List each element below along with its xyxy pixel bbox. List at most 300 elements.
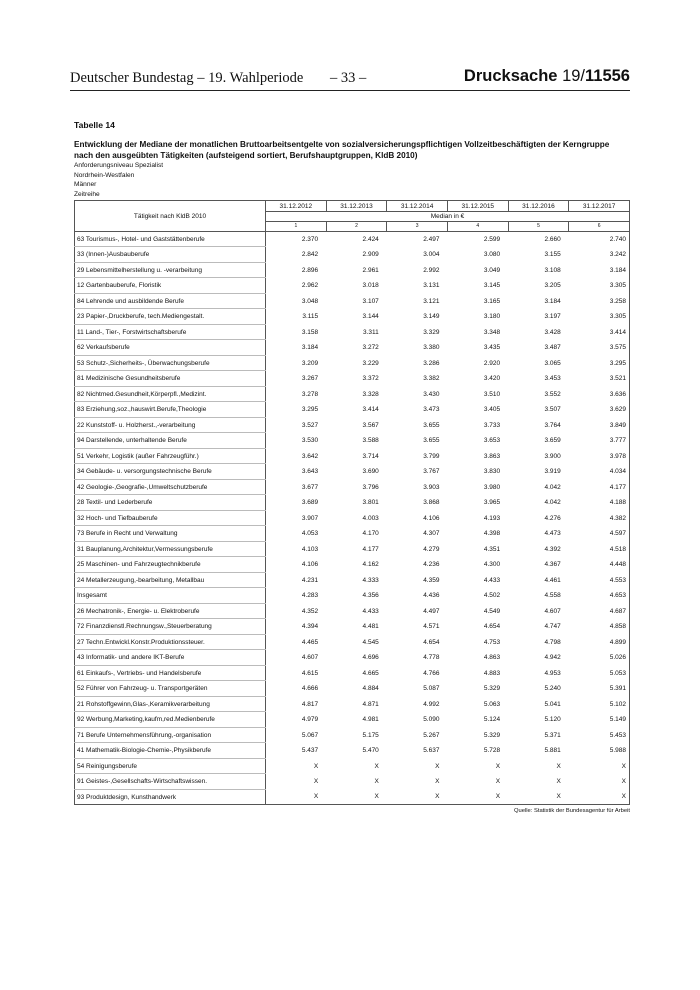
value-cell: 4.053 (301, 530, 319, 538)
value-cell: 3.131 (423, 282, 440, 290)
value-cell: 3.575 (569, 340, 630, 356)
value-cell: X (569, 789, 630, 805)
row-label: 43 Informatik- und andere IKT-Berufe (75, 650, 266, 666)
value-cell: 3.049 (483, 266, 501, 274)
value-cell: 4.696 (362, 654, 379, 662)
value-cell: 3.272 (362, 344, 379, 352)
value-cell: 3.903 (423, 483, 440, 491)
value-cell: 3.978 (569, 448, 630, 464)
value-cell: 2.962 (301, 282, 319, 290)
value-cell: 5.240 (544, 685, 561, 693)
value-cell: 4.188 (569, 495, 630, 511)
value-cell: 3.655 (423, 421, 440, 429)
table-row (75, 293, 630, 309)
value-cell: 5.053 (569, 665, 630, 681)
value-cell: 4.106 (301, 561, 319, 569)
value-cell: 4.981 (362, 716, 379, 724)
value-cell: 2.909 (362, 251, 379, 259)
value-cell: 3.121 (423, 297, 440, 305)
value-cell: 3.414 (362, 406, 379, 414)
column-date: 31.12.2012 (266, 201, 327, 212)
document-number (464, 67, 630, 86)
row-label: 23 Papier-,Druckberufe, tech.Mediengestalt. (75, 309, 266, 325)
table-row (75, 681, 630, 697)
value-cell: 4.747 (544, 623, 561, 631)
value-cell: 4.307 (423, 530, 440, 538)
value-cell: 3.420 (483, 375, 501, 383)
table-row (75, 789, 630, 805)
table-row (75, 603, 630, 619)
value-cell: 3.714 (362, 452, 379, 460)
value-cell: 3.655 (423, 437, 440, 445)
value-cell: X (387, 789, 448, 805)
row-label: 82 Nichtmed.Gesundheit,Körperpfl.,Medizint. (75, 386, 266, 402)
value-cell: X (326, 789, 387, 805)
table-row (75, 479, 630, 495)
value-cell: 5.391 (569, 681, 630, 697)
row-label: 83 Erziehung,soz.,hauswirt.Berufe,Theologie (75, 402, 266, 418)
row-label: 21 Rohstoffgewinn,Glas-,Keramikverarbeitung (75, 696, 266, 712)
value-cell: 4.177 (362, 545, 379, 553)
value-cell: 4.392 (544, 545, 561, 553)
value-cell: 3.242 (569, 247, 630, 263)
value-cell: 4.367 (544, 561, 561, 569)
value-cell: 3.197 (544, 313, 561, 321)
value-cell: 3.636 (569, 386, 630, 402)
table-row (75, 231, 630, 247)
row-label: 91 Geistes-,Gesellschafts-Wirtschaftswissen. (75, 774, 266, 790)
value-cell: 3.689 (301, 499, 319, 507)
value-cell: 3.155 (544, 251, 561, 259)
value-cell: 4.653 (569, 588, 630, 604)
value-cell: 3.380 (423, 344, 440, 352)
value-cell: 4.276 (544, 514, 561, 522)
value-cell: 3.980 (483, 483, 501, 491)
row-label: 26 Mechatronik-, Energie- u. Elektroberufe (75, 603, 266, 619)
data-table (74, 200, 630, 805)
value-cell: 3.588 (362, 437, 379, 445)
row-label: 53 Schutz-,Sicherheits-, Überwachungsberufe (75, 355, 266, 371)
value-cell: 3.229 (362, 359, 379, 367)
source-note: Quelle: Statistik der Bundesagentur für Arbeit (513, 808, 630, 815)
value-cell: 3.642 (301, 452, 319, 460)
value-cell: 2.660 (544, 235, 561, 243)
table-row (75, 495, 630, 511)
row-label: 84 Lehrende und ausbildende Berufe (75, 293, 266, 309)
value-cell: 2.920 (483, 359, 501, 367)
value-cell: 4.193 (483, 514, 501, 522)
value-cell: 4.884 (362, 685, 379, 693)
table-row (75, 526, 630, 542)
row-label: 33 (Innen-)Ausbauberufe (75, 247, 266, 263)
value-cell: 3.184 (544, 297, 561, 305)
value-cell: 3.552 (544, 390, 561, 398)
value-cell: 3.158 (301, 328, 319, 336)
value-cell: 4.106 (423, 514, 440, 522)
value-cell: 2.842 (301, 251, 319, 259)
table-row (75, 557, 630, 573)
value-cell: 3.629 (569, 402, 630, 418)
table-meta (74, 161, 630, 199)
column-index: 6 (569, 221, 630, 231)
value-cell: X (435, 762, 440, 770)
table-row (75, 588, 630, 604)
value-cell: 3.295 (301, 406, 319, 414)
page-number: – 33 – (330, 70, 367, 86)
value-cell: 3.278 (301, 390, 319, 398)
value-cell: 2.992 (423, 266, 440, 274)
value-cell: 5.329 (483, 685, 501, 693)
value-cell: X (374, 762, 379, 770)
value-cell: 2.961 (362, 266, 379, 274)
value-cell: 3.382 (423, 375, 440, 383)
value-cell: 4.953 (544, 669, 561, 677)
value-cell: 2.424 (362, 235, 379, 243)
value-cell: 4.615 (301, 669, 319, 677)
table-row (75, 727, 630, 743)
value-cell: 4.518 (569, 541, 630, 557)
value-cell: 3.428 (544, 328, 561, 336)
row-label: 34 Gebäude- u. versorgungstechnische Berufe (75, 464, 266, 480)
value-cell: 3.145 (483, 282, 501, 290)
row-label: 24 Metallerzeugung,-bearbeitung, Metallbau (75, 572, 266, 588)
value-cell: 3.521 (569, 371, 630, 387)
row-label: 42 Geologie-,Geografie-,Umweltschutzberufe (75, 479, 266, 495)
value-cell: 3.777 (569, 433, 630, 449)
table-row (75, 650, 630, 666)
document-number-label: Drucksache (463, 67, 558, 85)
value-cell: 4.351 (483, 545, 501, 553)
value-cell: 3.108 (544, 266, 561, 274)
value-cell: 3.868 (423, 499, 440, 507)
value-cell: X (495, 762, 501, 770)
table-row (75, 619, 630, 635)
value-cell: X (569, 774, 630, 790)
value-cell: X (313, 762, 319, 770)
table-row (75, 665, 630, 681)
column-index: 1 (266, 221, 327, 231)
value-cell: 3.286 (423, 359, 440, 367)
value-cell: 5.470 (362, 747, 379, 755)
value-cell: 4.607 (544, 607, 561, 615)
table-row (75, 464, 630, 480)
value-cell: 3.510 (483, 390, 501, 398)
table-row (75, 433, 630, 449)
value-cell: 4.666 (301, 685, 319, 693)
value-cell: 5.124 (483, 716, 501, 724)
value-cell: 3.107 (362, 297, 379, 305)
row-label: 63 Tourismus-, Hotel- und Gaststättenberufe (75, 231, 266, 247)
value-cell: 3.849 (569, 417, 630, 433)
value-cell: 4.436 (423, 592, 440, 600)
row-label: 25 Maschinen- und Fahrzeugtechnikberufe (75, 557, 266, 573)
value-cell: 4.382 (569, 510, 630, 526)
value-cell: 3.149 (423, 313, 440, 321)
value-cell: 3.919 (544, 468, 561, 476)
value-cell: 4.359 (423, 576, 440, 584)
value-cell: 4.473 (544, 530, 561, 538)
value-cell: 5.120 (544, 716, 561, 724)
value-cell: X (374, 778, 379, 786)
row-label: 61 Einkaufs-, Vertriebs- und Handelsberufe (75, 665, 266, 681)
value-cell: 4.871 (362, 700, 379, 708)
value-cell: 4.465 (301, 638, 319, 646)
value-cell: 3.305 (569, 278, 630, 294)
column-index: 4 (447, 221, 508, 231)
value-cell: 3.048 (301, 297, 319, 305)
value-cell: 4.753 (483, 638, 501, 646)
value-cell: 3.677 (301, 483, 319, 491)
row-label: 28 Textil- und Lederberufe (75, 495, 266, 511)
value-cell: 3.414 (569, 324, 630, 340)
median-label: Median in € (266, 211, 630, 221)
value-cell: X (495, 778, 501, 786)
value-cell: 3.907 (301, 514, 319, 522)
meta-line: Männer (74, 181, 97, 189)
value-cell: 3.863 (483, 452, 501, 460)
value-cell: 5.267 (423, 731, 440, 739)
value-cell: 4.394 (301, 623, 319, 631)
value-cell: 4.236 (423, 561, 440, 569)
column-index: 5 (508, 221, 569, 231)
value-cell: 4.942 (544, 654, 561, 662)
value-cell: 4.333 (362, 576, 379, 584)
value-cell: 3.801 (362, 499, 379, 507)
column-index: 2 (326, 221, 387, 231)
value-cell: 4.279 (423, 545, 440, 553)
table-row (75, 324, 630, 340)
value-cell: 4.863 (483, 654, 501, 662)
meta-line: Zeitreihe (74, 190, 100, 198)
value-cell: 4.607 (301, 654, 319, 662)
value-cell: X (266, 789, 327, 805)
value-cell: 4.003 (362, 514, 379, 522)
value-cell: 4.654 (423, 638, 440, 646)
value-cell: 2.740 (569, 231, 630, 247)
meta-line: Anforderungsniveau Spezialist (74, 162, 164, 169)
table-row (75, 386, 630, 402)
value-cell: 4.858 (569, 619, 630, 635)
value-cell: 4.162 (362, 561, 379, 569)
value-cell: 3.165 (483, 297, 501, 305)
value-cell: 3.184 (569, 262, 630, 278)
table-row (75, 371, 630, 387)
value-cell: 3.348 (483, 328, 501, 336)
value-cell: 3.018 (362, 282, 379, 290)
value-cell: 4.448 (569, 557, 630, 573)
value-cell: X (313, 778, 319, 786)
value-cell: 3.144 (362, 313, 379, 321)
document-number-value: 11556 (585, 67, 630, 85)
value-cell: 5.041 (544, 700, 561, 708)
value-cell: 5.453 (569, 727, 630, 743)
value-cell: 3.799 (423, 452, 440, 460)
value-cell: 4.687 (569, 603, 630, 619)
table-row (75, 712, 630, 728)
table-section (74, 120, 630, 814)
value-cell: 2.370 (301, 235, 319, 243)
value-cell: 3.767 (423, 468, 440, 476)
value-cell: 4.481 (362, 623, 379, 631)
table-row (75, 448, 630, 464)
value-cell: 3.328 (362, 390, 379, 398)
value-cell: 3.796 (362, 483, 379, 491)
value-cell: 4.545 (362, 638, 379, 646)
value-cell: 5.881 (544, 747, 561, 755)
value-cell: 4.231 (301, 576, 319, 584)
value-cell: 4.433 (483, 576, 501, 584)
header-publication: Deutscher Bundestag – 19. Wahlperiode (70, 70, 304, 86)
value-cell: 3.080 (483, 251, 501, 259)
table-row (75, 247, 630, 263)
value-cell: 3.305 (569, 309, 630, 325)
table-row (75, 634, 630, 650)
meta-line: Nordrhein-Westfalen (74, 171, 135, 179)
table-row (75, 278, 630, 294)
value-cell: 5.149 (569, 712, 630, 728)
value-cell: 3.527 (301, 421, 319, 429)
row-label: 31 Bauplanung,Architektur,Vermessungsberufe (75, 541, 266, 557)
row-label: 62 Verkaufsberufe (75, 340, 266, 356)
value-cell: 4.502 (483, 592, 501, 600)
value-cell: 2.497 (423, 235, 440, 243)
table-row (75, 774, 630, 790)
value-cell: 4.654 (483, 623, 501, 631)
value-cell: 3.004 (423, 251, 440, 259)
value-cell: 4.300 (483, 561, 501, 569)
value-cell: 3.405 (483, 406, 501, 414)
row-label: 71 Berufe Unternehmensführung,-organisation (75, 727, 266, 743)
value-cell: 5.102 (569, 696, 630, 712)
row-label: 27 Techn.Entwickl.Konstr.Produktionssteuer. (75, 634, 266, 650)
value-cell: 4.461 (544, 576, 561, 584)
value-cell: 3.473 (423, 406, 440, 414)
table-row (75, 541, 630, 557)
row-label: 29 Lebensmittelherstellung u. -verarbeitung (75, 262, 266, 278)
table-row (75, 743, 630, 759)
value-cell: 4.571 (423, 623, 440, 631)
row-label: 12 Gartenbauberufe, Floristik (75, 278, 266, 294)
value-cell: 4.979 (301, 716, 319, 724)
value-cell: 3.900 (544, 452, 561, 460)
table-label: Tabelle 14 (74, 120, 115, 130)
value-cell: X (435, 778, 440, 786)
value-cell: 3.487 (544, 344, 561, 352)
value-cell: 4.170 (362, 530, 379, 538)
value-cell: 3.372 (362, 375, 379, 383)
value-cell: 4.283 (301, 592, 319, 600)
value-cell: 3.690 (362, 468, 379, 476)
value-cell: 4.817 (301, 700, 319, 708)
value-cell: 4.553 (569, 572, 630, 588)
table-row (75, 340, 630, 356)
value-cell: 3.209 (301, 359, 319, 367)
row-label: 72 Finanzdienstl.Rechnungsw.,Steuerberatung (75, 619, 266, 635)
row-label: 93 Produktdesign, Kunsthandwerk (75, 789, 266, 805)
column-date: 31.12.2014 (387, 201, 448, 212)
value-cell: 5.728 (483, 747, 501, 755)
row-label: Insgesamt (75, 588, 266, 604)
value-cell: X (508, 789, 569, 805)
value-cell: 3.530 (301, 437, 319, 445)
table-row (75, 309, 630, 325)
value-cell: 3.764 (544, 421, 561, 429)
row-label: 92 Werbung,Marketing,kaufm,red.Medienberufe (75, 712, 266, 728)
table-body (75, 231, 630, 805)
value-cell: 5.175 (362, 731, 379, 739)
row-label: 32 Hoch- und Tiefbauberufe (75, 510, 266, 526)
value-cell: 5.087 (423, 685, 440, 693)
value-cell: 3.065 (544, 359, 561, 367)
table-row (75, 417, 630, 433)
value-cell: 5.437 (301, 747, 319, 755)
row-label: 73 Berufe in Recht und Verwaltung (75, 526, 266, 542)
page-header (70, 68, 630, 91)
value-cell: 4.042 (544, 483, 561, 491)
table-row (75, 572, 630, 588)
row-label: 81 Medizinische Gesundheitsberufe (75, 371, 266, 387)
value-cell: X (447, 789, 508, 805)
table-row (75, 355, 630, 371)
column-date: 31.12.2015 (447, 201, 508, 212)
row-label: 51 Verkehr, Logistik (außer Fahrzeugführ.) (75, 448, 266, 464)
value-cell: 4.103 (301, 545, 319, 553)
value-cell: 3.430 (423, 390, 440, 398)
value-cell: 5.329 (483, 731, 501, 739)
table-row (75, 262, 630, 278)
value-cell: 3.733 (483, 421, 501, 429)
value-cell: 4.398 (483, 530, 501, 538)
value-cell: 3.567 (362, 421, 379, 429)
value-cell: 3.311 (363, 328, 379, 336)
table-row (75, 510, 630, 526)
value-cell: 4.549 (483, 607, 501, 615)
row-label: 11 Land-, Tier-, Forstwirtschaftsberufe (75, 324, 266, 340)
row-label: 54 Reinigungsberufe (75, 758, 266, 774)
row-header-label: Tätigkeit nach KldB 2010 (75, 201, 266, 232)
value-cell: 3.295 (569, 355, 630, 371)
value-cell: 4.433 (362, 607, 379, 615)
value-cell: 4.597 (569, 526, 630, 542)
value-cell: 3.653 (483, 437, 501, 445)
row-label: 94 Darstellende, unterhaltende Berufe (75, 433, 266, 449)
value-cell: 4.497 (423, 607, 440, 615)
value-cell: 4.992 (423, 700, 440, 708)
value-cell: X (556, 778, 561, 786)
value-cell: 3.507 (544, 406, 561, 414)
value-cell: 4.883 (483, 669, 501, 677)
column-date: 31.12.2016 (508, 201, 569, 212)
value-cell: 2.896 (301, 266, 319, 274)
value-cell: 4.177 (569, 479, 630, 495)
table-row (75, 696, 630, 712)
value-cell: 3.180 (483, 313, 501, 321)
value-cell: 3.258 (569, 293, 630, 309)
value-cell: 3.643 (301, 468, 319, 476)
row-label: 52 Führer von Fahrzeug- u. Transportgeräten (75, 681, 266, 697)
row-label: 22 Kunststoff- u. Holzherst.,-verarbeitung (75, 417, 266, 433)
value-cell: 3.267 (301, 375, 319, 383)
value-cell: 4.356 (362, 592, 379, 600)
value-cell: 5.090 (423, 716, 440, 724)
value-cell: 4.766 (423, 669, 440, 677)
value-cell: 3.965 (483, 499, 501, 507)
value-cell: 3.184 (301, 344, 319, 352)
column-date: 31.12.2017 (569, 201, 630, 212)
value-cell: 3.830 (483, 468, 501, 476)
column-date: 31.12.2013 (326, 201, 387, 212)
value-cell: 3.453 (544, 375, 561, 383)
